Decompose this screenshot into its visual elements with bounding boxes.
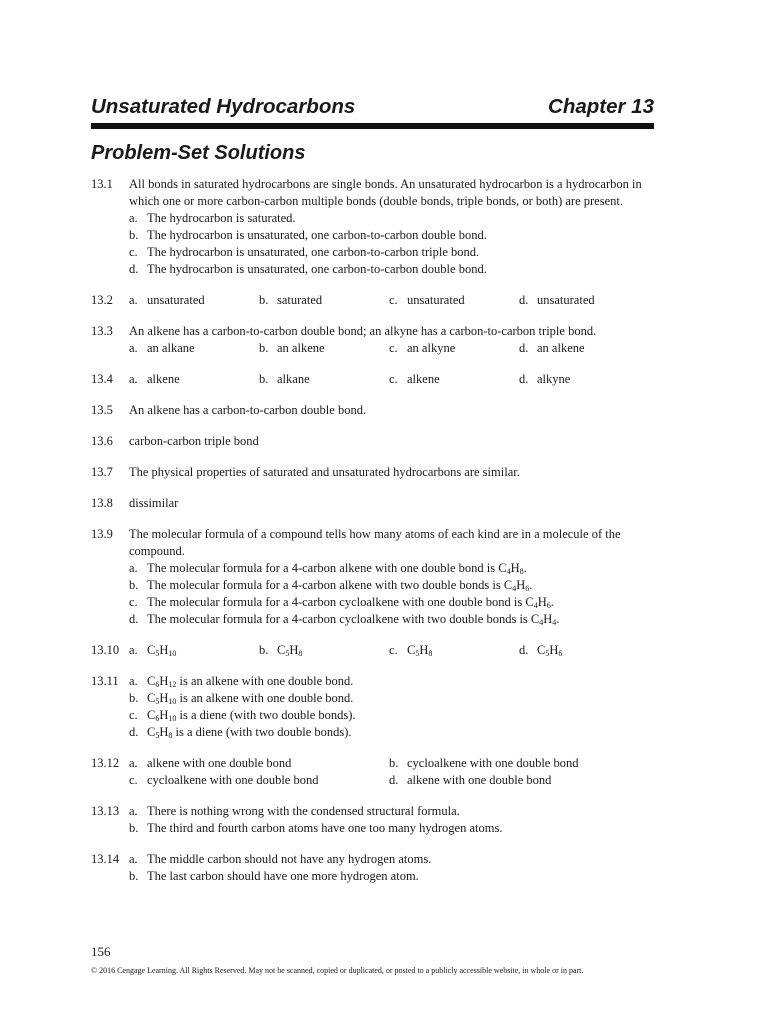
answer-a: a. There is nothing wrong with the condensed structural formula.	[129, 804, 460, 818]
problem-intro: All bonds in saturated hydrocarbons are single bonds. An unsaturated hydrocarbon is a hydrocarbon in which one or more carbon-carbon multiple bonds (double bonds, triple bonds, or both) are present.	[129, 177, 642, 208]
problem-number: 13.6	[91, 434, 113, 448]
answer-c: c. alkene	[389, 372, 440, 386]
answer-text: dissimilar	[129, 496, 179, 510]
section-title: Problem-Set Solutions	[91, 142, 306, 164]
answer-b: b. The hydrocarbon is unsaturated, one carbon-to-carbon double bond.	[129, 228, 487, 242]
answer-c: c. $C_5H_8$	[389, 643, 433, 658]
problem-13-6	[91, 433, 661, 450]
answer-c: c. The hydrocarbon is unsaturated, one carbon-to-carbon triple bond.	[129, 245, 480, 259]
problem-number: 13.10	[91, 643, 120, 657]
answer-d: d. alkyne	[519, 372, 571, 386]
problem-13-7	[91, 464, 661, 481]
answer-b: b. The last carbon should have one more hydrogen atom.	[129, 869, 419, 883]
problem-13-5	[91, 402, 661, 419]
answer-a: a. The molecular formula for a 4-carbon alkene with one double bond is $C_4H_8$.	[129, 561, 527, 576]
answer-b: b. The molecular formula for a 4-carbon alkene with two double bonds is $C_4H_6$.	[129, 578, 533, 593]
page-number: 156	[91, 944, 111, 959]
problem-number: 13.2	[91, 293, 113, 307]
problem-13-9	[91, 526, 661, 628]
problem-13-13	[91, 803, 661, 837]
answer-d: d. The hydrocarbon is unsaturated, one carbon-to-carbon double bond.	[129, 262, 487, 276]
problem-number: 13.14	[91, 852, 120, 866]
answer-d: d. $C_5H_8$ is a diene (with two double bonds).	[129, 725, 352, 740]
answer-d: d. $C_5H_6$	[519, 643, 563, 658]
answer-a: a. The hydrocarbon is saturated.	[129, 211, 296, 225]
answer-a: a. The middle carbon should not have any hydrogen atoms.	[129, 852, 432, 866]
problem-number: 13.3	[91, 324, 113, 338]
answer-c: c. cycloalkene with one double bond	[129, 773, 319, 787]
problem-number: 13.1	[91, 177, 113, 191]
problem-13-4	[91, 371, 661, 388]
answer-a: a. unsaturated	[129, 293, 205, 307]
problem-13-12	[91, 755, 661, 789]
answer-c: c. unsaturated	[389, 293, 465, 307]
answer-c: c. The molecular formula for a 4-carbon cycloalkene with one double bond is $C_4H_6$.	[129, 595, 554, 610]
answer-text: The physical properties of saturated and unsaturated hydrocarbons are similar.	[129, 465, 520, 479]
answer-a: a. alkene with one double bond	[129, 756, 292, 770]
problem-13-8	[91, 495, 661, 512]
problem-13-10	[91, 642, 661, 659]
answer-b: b. The third and fourth carbon atoms have one too many hydrogen atoms.	[129, 821, 503, 835]
problem-number: 13.8	[91, 496, 113, 510]
problem-13-2	[91, 292, 661, 309]
problem-intro: The molecular formula of a compound tells how many atoms of each kind are in a molecule of the compound.	[129, 527, 621, 558]
answer-a: a. $C_5H_{10}$	[129, 643, 177, 658]
problem-number: 13.7	[91, 465, 113, 479]
problem-number: 13.11	[91, 674, 119, 688]
problem-number: 13.4	[91, 372, 113, 386]
answer-d: d. The molecular formula for a 4-carbon cycloalkene with two double bonds is $C_4H_4$.	[129, 612, 560, 627]
answer-b: b. an alkene	[259, 341, 325, 355]
chapter-title: Unsaturated Hydrocarbons	[91, 95, 356, 118]
answer-a: a. alkene	[129, 372, 180, 386]
chapter-number: Chapter 13	[548, 95, 654, 118]
answer-b: b. $C_5H_{10}$ is an alkene with one double bond.	[129, 691, 354, 706]
answer-b: b. saturated	[259, 293, 323, 307]
answer-b: b. cycloalkene with one double bond	[389, 756, 579, 770]
answer-a: a. an alkane	[129, 341, 195, 355]
answer-d: d. alkene with one double bond	[389, 773, 552, 787]
problem-number: 13.12	[91, 756, 120, 770]
problem-number: 13.9	[91, 527, 113, 541]
answer-text: carbon-carbon triple bond	[129, 434, 259, 448]
answer-c: c. an alkyne	[389, 341, 456, 355]
problem-list	[91, 176, 661, 899]
problem-number: 13.13	[91, 804, 120, 818]
problem-number: 13.5	[91, 403, 113, 417]
answer-a: a. $C_6H_{12}$ is an alkene with one double bond.	[129, 674, 354, 689]
problem-13-14	[91, 851, 661, 885]
answer-c: c. $C_6H_{10}$ is a diene (with two double bonds).	[129, 708, 356, 723]
answer-d: d. unsaturated	[519, 293, 595, 307]
problem-13-3	[91, 323, 661, 357]
problem-13-11	[91, 673, 661, 741]
answer-b: b. $C_5H_8$	[259, 643, 303, 658]
header-rule	[91, 123, 654, 129]
answer-b: b. alkane	[259, 372, 310, 386]
answer-d: d. an alkene	[519, 341, 585, 355]
answer-text: An alkene has a carbon-to-carbon double bond.	[129, 403, 367, 417]
running-header	[91, 93, 654, 121]
problem-13-1	[91, 176, 661, 278]
copyright-notice: © 2016 Cengage Learning. All Rights Reserved. May not be scanned, copied or duplicated, or posted to a publicly accessible website, in whole or in part.	[91, 966, 584, 975]
problem-intro: An alkene has a carbon-to-carbon double bond; an alkyne has a carbon-to-carbon triple bond.	[129, 324, 597, 338]
